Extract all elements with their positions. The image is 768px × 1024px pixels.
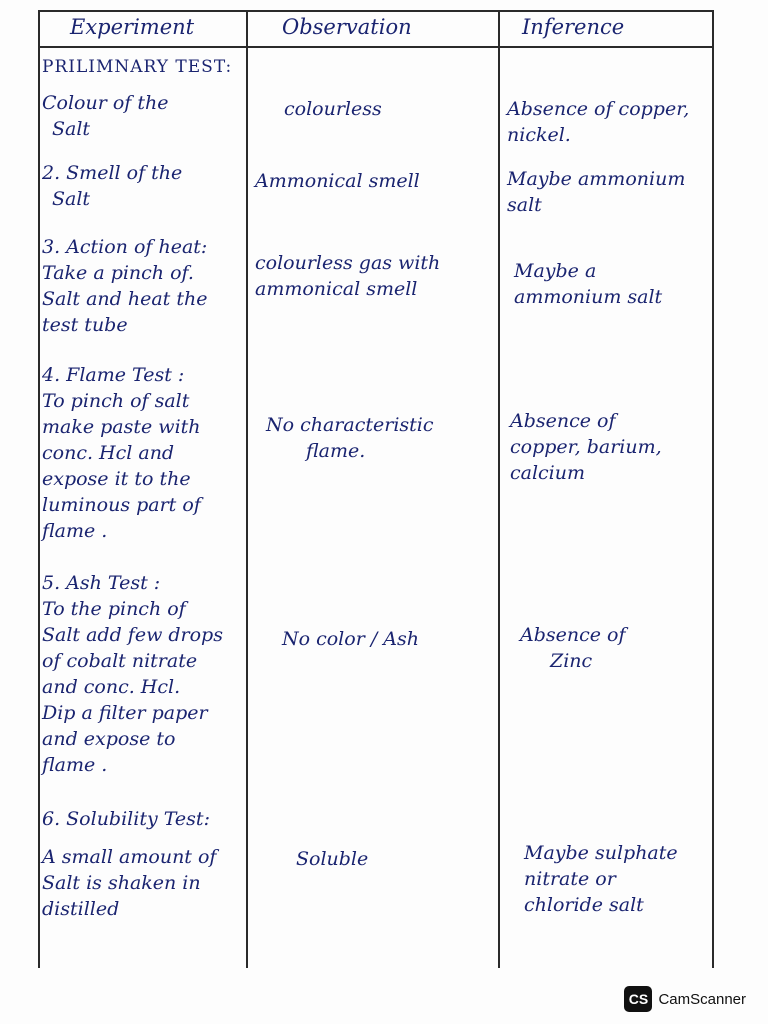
header-divider: [38, 46, 714, 48]
row-6-inference: Maybe sulphate nitrate or chloride salt: [524, 842, 678, 916]
row-4-observation: No characteristic flame.: [266, 414, 434, 462]
row-1-inference: Absence of copper, nickel.: [507, 98, 690, 146]
row-3-inference: Maybe a ammonium salt: [514, 260, 663, 308]
row-4-inference: Absence of copper, barium, calcium: [510, 410, 662, 484]
table-right-border: [712, 10, 714, 968]
camscanner-label: CamScanner: [658, 990, 746, 1008]
header-experiment: Experiment: [70, 15, 195, 39]
row-1-observation: colourless: [284, 98, 382, 120]
row-3-observation: colourless gas with ammonical smell: [255, 252, 441, 300]
row-5-experiment: 5. Ash Test : To the pinch of Salt add few drops of cobalt nitrate and conc. Hcl. Dip a filter paper and expose to flame .: [42, 572, 223, 776]
row-3-experiment: 3. Action of heat: Take a pinch of. Salt and heat the test tube: [42, 236, 208, 336]
row-1-experiment: Colour of the Salt: [42, 92, 169, 140]
row-5-inference: Absence of Zinc: [520, 624, 626, 672]
row-2-experiment: 2. Smell of the Salt: [42, 162, 183, 210]
row-5-observation: No color / Ash: [282, 628, 419, 650]
row-6-experiment: 6. Solubility Test: A small amount of Salt is shaken in distilled: [42, 808, 217, 920]
row-6-observation: Soluble: [296, 848, 369, 870]
camscanner-logo-icon: CS: [624, 986, 652, 1012]
table-left-border: [38, 10, 40, 968]
row-4-experiment: 4. Flame Test : To pinch of salt make paste with conc. Hcl and expose it to the luminous part of flame .: [42, 364, 201, 542]
camscanner-watermark: [624, 986, 746, 1012]
row-2-inference: Maybe ammonium salt: [507, 168, 686, 216]
header-observation: Observation: [282, 15, 412, 39]
section-title: PRILIMNARY TEST:: [42, 57, 233, 77]
header-inference: Inference: [522, 15, 625, 39]
column-divider-2: [498, 10, 500, 968]
table-top-border: [38, 10, 714, 12]
row-2-observation: Ammonical smell: [255, 170, 420, 192]
column-divider-1: [246, 10, 248, 968]
